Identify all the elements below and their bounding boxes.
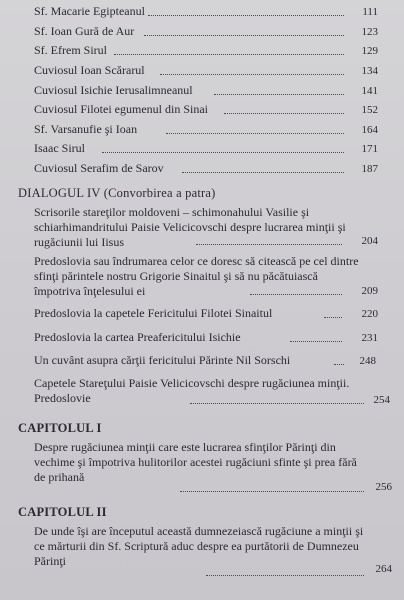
toc-page-number: 220 [361, 308, 378, 320]
toc-entry [34, 63, 145, 78]
toc-entry [34, 254, 364, 299]
toc-page-number: 164 [361, 124, 378, 136]
toc-page-number: 256 [375, 481, 392, 493]
toc-entry-title: Despre rugăciunea minţii care este lucrarea sfinţilor Părinţi din vechime şi împotriva hulitorilor acestei rugăciuni sfinte şi prea fără de prihană [34, 440, 357, 484]
toc-entry-title: De unde îşi are începutul această dumnezeiască rugăciune a minţii şi ce mărturii din Sf. Scriptură aduc despre ea purtătorii de Dumnezeu Părinţi [34, 524, 364, 568]
leader-dots [206, 575, 364, 576]
leader-dots [290, 341, 342, 342]
toc-entry-title: Sf. Ioan Gură de Aur [34, 24, 135, 38]
toc-page-number: 231 [361, 332, 378, 344]
leader-dots [214, 94, 344, 95]
toc-entry [34, 330, 241, 345]
toc-entry-title: Cuviosul Ioan Scărarul [34, 63, 145, 77]
leader-dots [180, 491, 364, 492]
toc-entry-title: Isaac Sirul [34, 141, 85, 155]
leader-dots [182, 172, 344, 173]
toc-entry [34, 24, 134, 39]
leader-dots [334, 364, 344, 365]
toc-entry-title: Sf. Macarie Egipteanul [34, 4, 145, 18]
toc-entry [34, 376, 370, 406]
leader-dots [196, 244, 342, 245]
toc-entry-title: Scrisorile stareţilor moldoveni – schimonahului Vasilie şi schiarhimandritului Paisie Velicicovschi despre lucrarea minţii şi rugăciunii lui Iisus [34, 205, 346, 249]
toc-entry [34, 306, 272, 321]
section-heading: DIALOGUL IV (Convorbirea a patra) [18, 186, 216, 200]
leader-dots [224, 113, 344, 114]
leader-dots [144, 35, 344, 36]
leader-dots [166, 133, 344, 134]
toc-entry-title: Cuviosul Filotei egumenul din Sinai [34, 102, 208, 116]
toc-page-number: 248 [359, 355, 376, 367]
leader-dots [160, 74, 344, 75]
toc-entry-title: Sf. Varsanufie şi Ioan [34, 122, 138, 136]
toc-entry [34, 102, 208, 117]
toc-entry [34, 524, 364, 569]
leader-dots [102, 152, 344, 153]
toc-page-number: 171 [361, 143, 378, 155]
leader-dots [250, 294, 342, 295]
leader-dots [324, 317, 342, 318]
toc-page-number: 254 [373, 394, 390, 406]
toc-page-number: 152 [361, 104, 378, 116]
toc-entry-title: Predoslovia sau îndrumarea celor ce doresc să citească pe cel dintre sfinţi părintele nostru Grigorie Sinaitul şi să nu păcătuiască împotriva înţelesului ei [34, 254, 359, 298]
toc-page-number: 134 [361, 65, 378, 77]
chapter-heading: CAPITOLUL II [18, 505, 107, 519]
toc-entry [34, 440, 364, 485]
toc-page-number: 123 [361, 26, 378, 38]
chapter-heading: CAPITOLUL I [18, 421, 102, 435]
toc-entry [34, 122, 137, 137]
toc-entry-title: Predoslovia la capetele Fericitului Filotei Sinaitul [34, 306, 273, 320]
toc-page-number: 264 [375, 563, 392, 575]
toc-entry-title: Predoslovia la cartea Preafericitului Isichie [34, 330, 241, 344]
toc-entry-title: Un cuvânt asupra cărţii fericitului Părinte Nil Sorschi [34, 353, 291, 367]
toc-page-number: 209 [361, 285, 378, 297]
toc-entry-title: Cuviosul Serafim de Sarov [34, 161, 164, 175]
toc-page-number: 204 [361, 235, 378, 247]
leader-dots [148, 15, 344, 16]
toc-entry [34, 83, 193, 98]
toc-entry-title: Capetele Stareţului Paisie Velicicovschi despre rugăciunea minţii. Predoslovie [34, 376, 350, 405]
toc-entry [34, 161, 164, 176]
leader-dots [114, 54, 344, 55]
toc-page-number: 141 [361, 85, 378, 97]
toc-entry-title: Sf. Efrem Sirul [34, 43, 107, 57]
leader-dots [190, 403, 364, 404]
toc-page-number: 111 [362, 6, 378, 18]
toc-entry [34, 353, 290, 368]
toc-page-number: 187 [361, 163, 378, 175]
toc-entry [34, 4, 145, 19]
toc-entry-title: Cuviosul Isichie Ierusalimneanul [34, 83, 193, 97]
toc-page-number: 129 [361, 45, 378, 57]
toc-entry [34, 43, 107, 58]
toc-entry [34, 141, 85, 156]
